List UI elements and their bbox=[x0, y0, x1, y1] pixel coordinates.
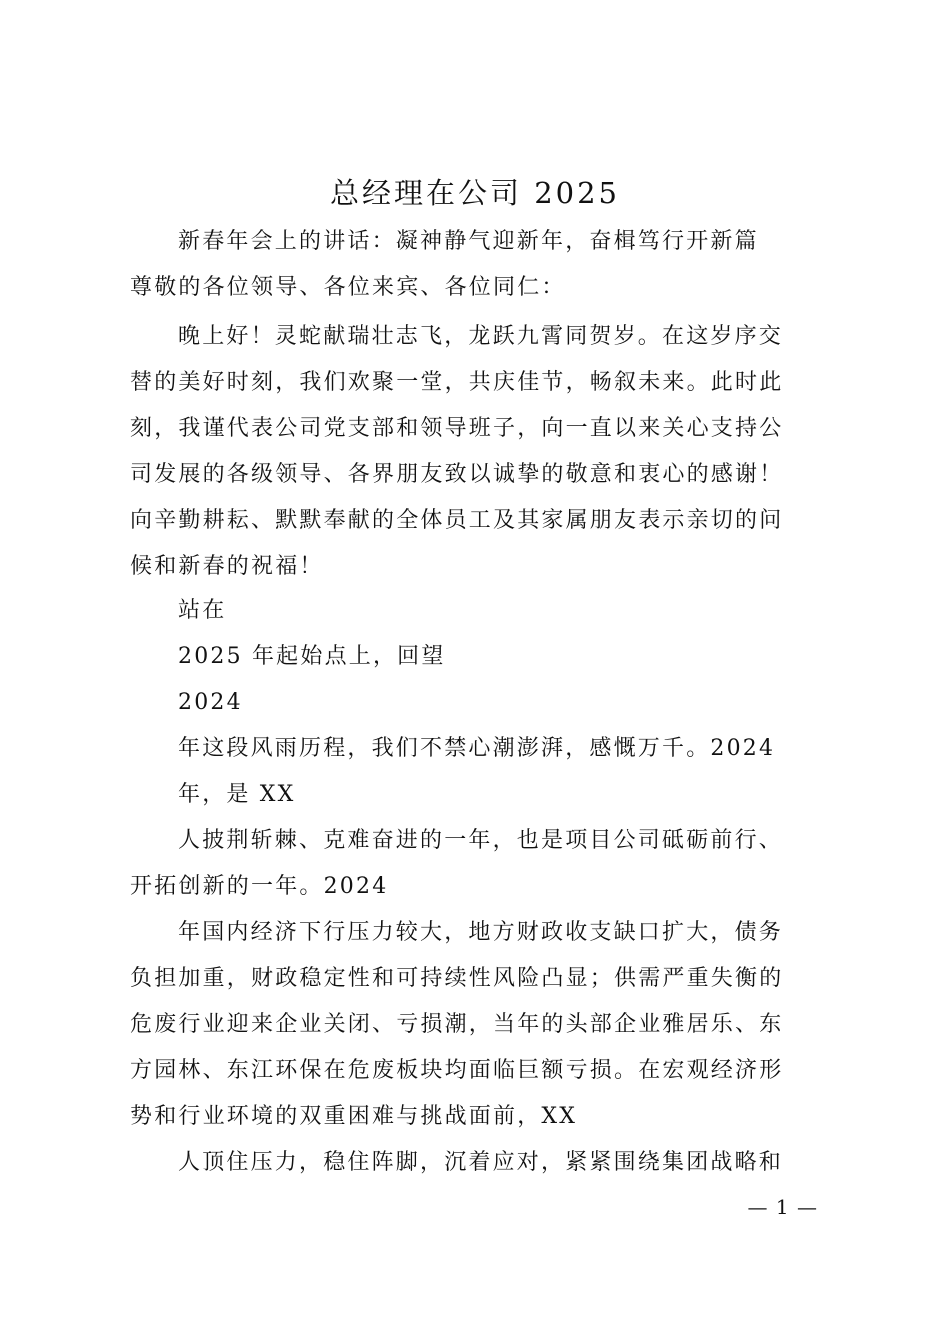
paragraph-line: 向辛勤耕耘、默默奉献的全体员工及其家属朋友表示亲切的问 bbox=[130, 508, 784, 533]
paragraph-line: 司发展的各级领导、各界朋友致以诚挚的敬意和衷心的感谢！ bbox=[130, 462, 784, 487]
paragraph-line: 人顶住压力，稳住阵脚，沉着应对，紧紧围绕集团战略和 bbox=[178, 1150, 784, 1175]
paragraph-economy bbox=[130, 910, 820, 1140]
paragraph-line: 负担加重，财政稳定性和可持续性风险凸显；供需严重失衡的 bbox=[130, 966, 784, 991]
document-body bbox=[130, 219, 820, 311]
paragraph-line: 刻，我谨代表公司党支部和领导班子，向一直以来关心支持公 bbox=[130, 416, 784, 441]
fragment-line: 2025 年起始点上，回望 bbox=[178, 644, 446, 669]
fragment-line: 站在 bbox=[178, 598, 227, 623]
paragraph-line: 开拓创新的一年。2024 bbox=[130, 874, 389, 899]
paragraph-greeting bbox=[130, 314, 820, 590]
fragment-line: 年，是 XX bbox=[178, 782, 296, 807]
paragraph-line: 替的美好时刻，我们欢聚一堂，共庆佳节，畅叙未来。此时此 bbox=[130, 370, 784, 395]
paragraph-fragments bbox=[130, 588, 820, 818]
paragraph-line: 势和行业环境的双重困难与挑战面前，XX bbox=[130, 1104, 578, 1129]
fragment-line: 年这段风雨历程，我们不禁心潮澎湃，感慨万千。2024 bbox=[178, 736, 776, 761]
paragraph-line: 方园林、东江环保在危废板块均面临巨额亏损。在宏观经济形 bbox=[130, 1058, 784, 1083]
paragraph-line: 候和新春的祝福！ bbox=[130, 554, 324, 579]
page-number: — 1 — bbox=[747, 1195, 818, 1219]
fragment-line: 2024 bbox=[178, 690, 243, 715]
paragraph-response bbox=[130, 1140, 820, 1186]
paragraph-line: 晚上好！灵蛇献瑞壮志飞，龙跃九霄同贺岁。在这岁序交 bbox=[178, 324, 784, 349]
paragraph-line: 危废行业迎来企业关闭、亏损潮，当年的头部企业雅居乐、东 bbox=[130, 1012, 784, 1037]
salutation-line: 尊敬的各位领导、各位来宾、各位同仁： bbox=[130, 275, 566, 300]
paragraph-line: 年国内经济下行压力较大，地方财政收支缺口扩大，债务 bbox=[178, 920, 784, 945]
paragraph-year-review bbox=[130, 818, 820, 910]
subtitle-line: 新春年会上的讲话：凝神静气迎新年，奋楫笃行开新篇 bbox=[178, 229, 759, 254]
document-title: 总经理在公司 2025 bbox=[329, 176, 621, 210]
paragraph-line: 人披荆斩棘、克难奋进的一年，也是项目公司砥砺前行、 bbox=[178, 828, 784, 853]
